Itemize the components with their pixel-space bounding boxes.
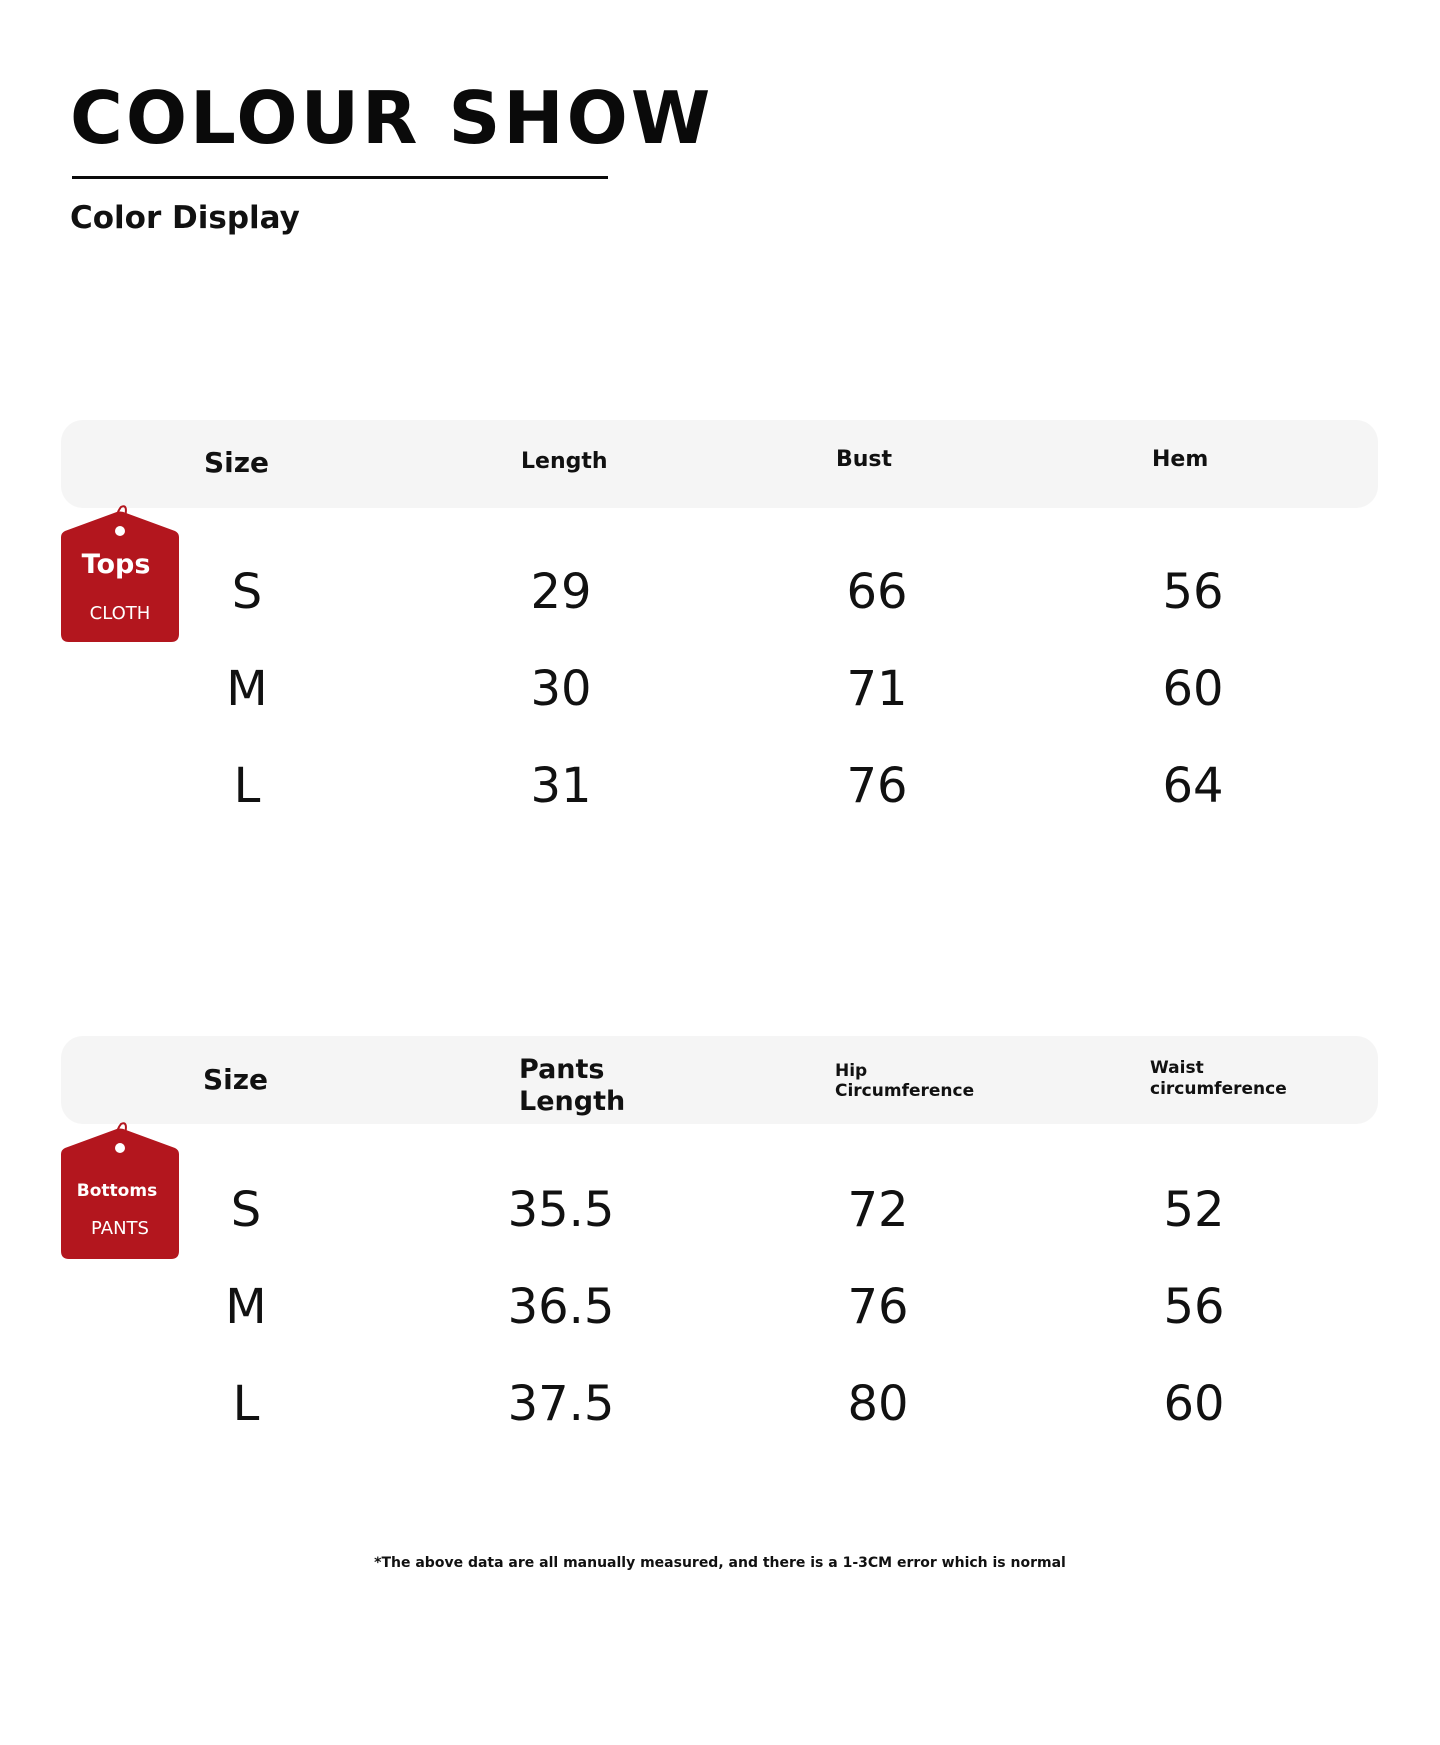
tops-cell-size: M <box>226 661 268 717</box>
bottoms-cell-size: M <box>225 1279 267 1335</box>
bottoms-cell-waist: 52 <box>1163 1182 1225 1238</box>
bottoms-cell-hip: 72 <box>847 1182 909 1238</box>
bottoms-tag-sub: PANTS <box>91 1218 149 1239</box>
header-line: Pants <box>519 1054 605 1085</box>
tops-header-length: Length <box>521 449 608 474</box>
header-line: circumference <box>1150 1079 1287 1099</box>
tops-cell-bust: 71 <box>846 661 908 717</box>
tops-tag-sub: CLOTH <box>89 603 151 624</box>
tops-cell-bust: 66 <box>846 564 908 620</box>
header-line: Waist <box>1150 1058 1204 1078</box>
tops-header-bust: Bust <box>836 447 893 472</box>
bottoms-cell-size: L <box>232 1376 260 1432</box>
measurement-footnote: *The above data are all manually measured, and there is a 1-3CM error which is normal <box>374 1555 1066 1571</box>
page-title: COLOUR SHOW <box>70 76 714 160</box>
tops-cell-hem: 60 <box>1162 661 1224 717</box>
header-line: Length <box>519 1086 626 1117</box>
bottoms-cell-waist: 60 <box>1163 1376 1225 1432</box>
header-line: Hip <box>835 1061 868 1081</box>
header-line: Circumference <box>835 1081 975 1101</box>
tops-cell-size: L <box>233 758 261 814</box>
tops-tag-title: Tops <box>81 549 151 580</box>
bottoms-cell-pants-length: 35.5 <box>507 1182 615 1238</box>
bottoms-tag <box>61 1116 179 1259</box>
tops-header-hem: Hem <box>1152 447 1209 472</box>
bottoms-cell-size: S <box>230 1182 262 1238</box>
tops-cell-length: 30 <box>530 661 592 717</box>
bottoms-cell-pants-length: 36.5 <box>507 1279 615 1335</box>
tops-cell-length: 29 <box>530 564 592 620</box>
bottoms-cell-hip: 80 <box>847 1376 909 1432</box>
page-subtitle: Color Display <box>70 200 300 236</box>
bottoms-header-size: Size <box>203 1063 269 1096</box>
tops-tag <box>61 499 179 642</box>
tops-cell-bust: 76 <box>846 758 908 814</box>
tops-cell-hem: 56 <box>1162 564 1224 620</box>
bottoms-cell-hip: 76 <box>847 1279 909 1335</box>
tops-cell-size: S <box>231 564 263 620</box>
bottoms-cell-pants-length: 37.5 <box>507 1376 615 1432</box>
tops-cell-hem: 64 <box>1162 758 1224 814</box>
bottoms-cell-waist: 56 <box>1163 1279 1225 1335</box>
tops-header-size: Size <box>204 446 270 479</box>
tops-cell-length: 31 <box>530 758 592 814</box>
title-underline <box>72 176 608 179</box>
bottoms-tag-title: Bottoms <box>76 1181 158 1201</box>
